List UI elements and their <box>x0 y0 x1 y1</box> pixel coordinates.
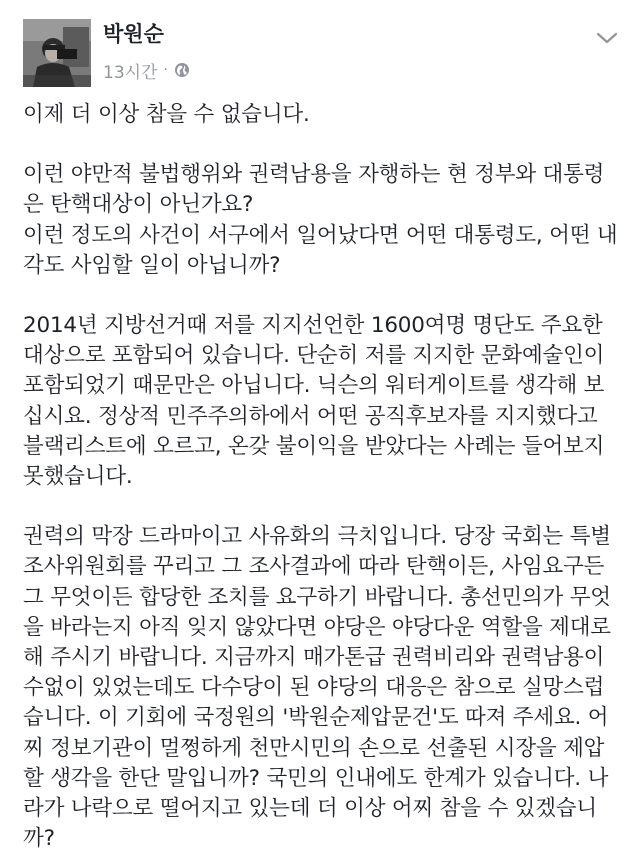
text-line: 각도 사임할 일이 아닙니까? <box>23 252 281 278</box>
text-line: 권력의 막장 드라마이고 사유화의 극치입니다. 당장 국회는 특별 <box>23 524 611 550</box>
text-line: 블랙리스트에 오르고, 온갖 불이익을 받았다는 사례는 들어보지 <box>23 433 605 459</box>
text-line: 수없이 있었는데도 다수당이 된 야당의 대응은 참으로 실망스럽 <box>23 675 605 701</box>
text-line: 대상으로 포함되어 있습니다. 단순히 저를 지지한 문화예술인이 <box>23 343 605 369</box>
text-line: 습니다. 이 기회에 국정원의 '박원순제압문건'도 따져 주세요. 어 <box>23 705 609 731</box>
paragraph-1 <box>23 100 623 130</box>
post-header <box>0 0 640 96</box>
post-meta <box>103 58 190 82</box>
avatar-photo <box>23 19 91 87</box>
globe-icon[interactable] <box>174 62 190 78</box>
text-line: 그 무엇이든 합당한 조치를 요구하기 바랍니다. 총선민의가 무엇 <box>23 584 611 610</box>
text-line: 2014년 지방선거때 저를 지지선언한 1600여명 명단도 주요한 <box>23 313 603 339</box>
text-line: 할 생각을 한단 말입니까? 국민의 인내에도 한계가 있습니다. 나 <box>23 765 609 791</box>
meta-separator: · <box>163 62 168 78</box>
text-line: 을 바라는지 아직 잊지 않았다면 야당은 야당다운 역할을 제대로 <box>23 614 611 640</box>
text-line: 라가 나락으로 떨어지고 있는데 더 이상 어찌 참을 수 있겠습니 <box>23 796 597 822</box>
paragraph-4 <box>23 522 623 854</box>
post-timestamp[interactable]: 13시간 <box>103 62 158 83</box>
chevron-down-icon <box>596 31 618 45</box>
text-line: 못했습니다. <box>23 464 133 490</box>
paragraph-2 <box>23 160 623 281</box>
text-line: 이런 야만적 불법행위와 권력남용을 자행하는 현 정부와 대통령 <box>23 162 605 188</box>
text-line: 십시요. 정상적 민주주의하에서 어떤 공직후보자를 지지했다고 <box>23 403 598 429</box>
text-line: 이제 더 이상 참을 수 없습니다. <box>23 102 310 127</box>
text-line: 해 주시기 바랍니다. 지금까지 매가톤급 권력비리와 권력남용이 <box>23 645 605 671</box>
text-line: 찌 정보기관이 멀쩡하게 천만시민의 손으로 선출된 시장을 제압 <box>23 735 605 761</box>
post-body <box>23 100 623 854</box>
author-name[interactable]: 박원순 <box>103 22 164 46</box>
text-line: 은 탄핵대상이 아닌가요? <box>23 192 254 218</box>
paragraph-3 <box>23 311 623 492</box>
avatar[interactable] <box>23 19 91 87</box>
text-line: 이런 정도의 사건이 서구에서 일어났다면 어떤 대통령도, 어떤 내 <box>23 222 618 248</box>
text-line: 까? <box>23 826 55 852</box>
post-options-button[interactable] <box>592 26 622 50</box>
text-line: 조사위원회를 꾸리고 그 조사결과에 따라 탄핵이든, 사임요구든 <box>23 554 605 580</box>
text-line: 포함되었기 때문만은 아닙니다. 닉슨의 워터게이트를 생각해 보 <box>23 373 605 399</box>
